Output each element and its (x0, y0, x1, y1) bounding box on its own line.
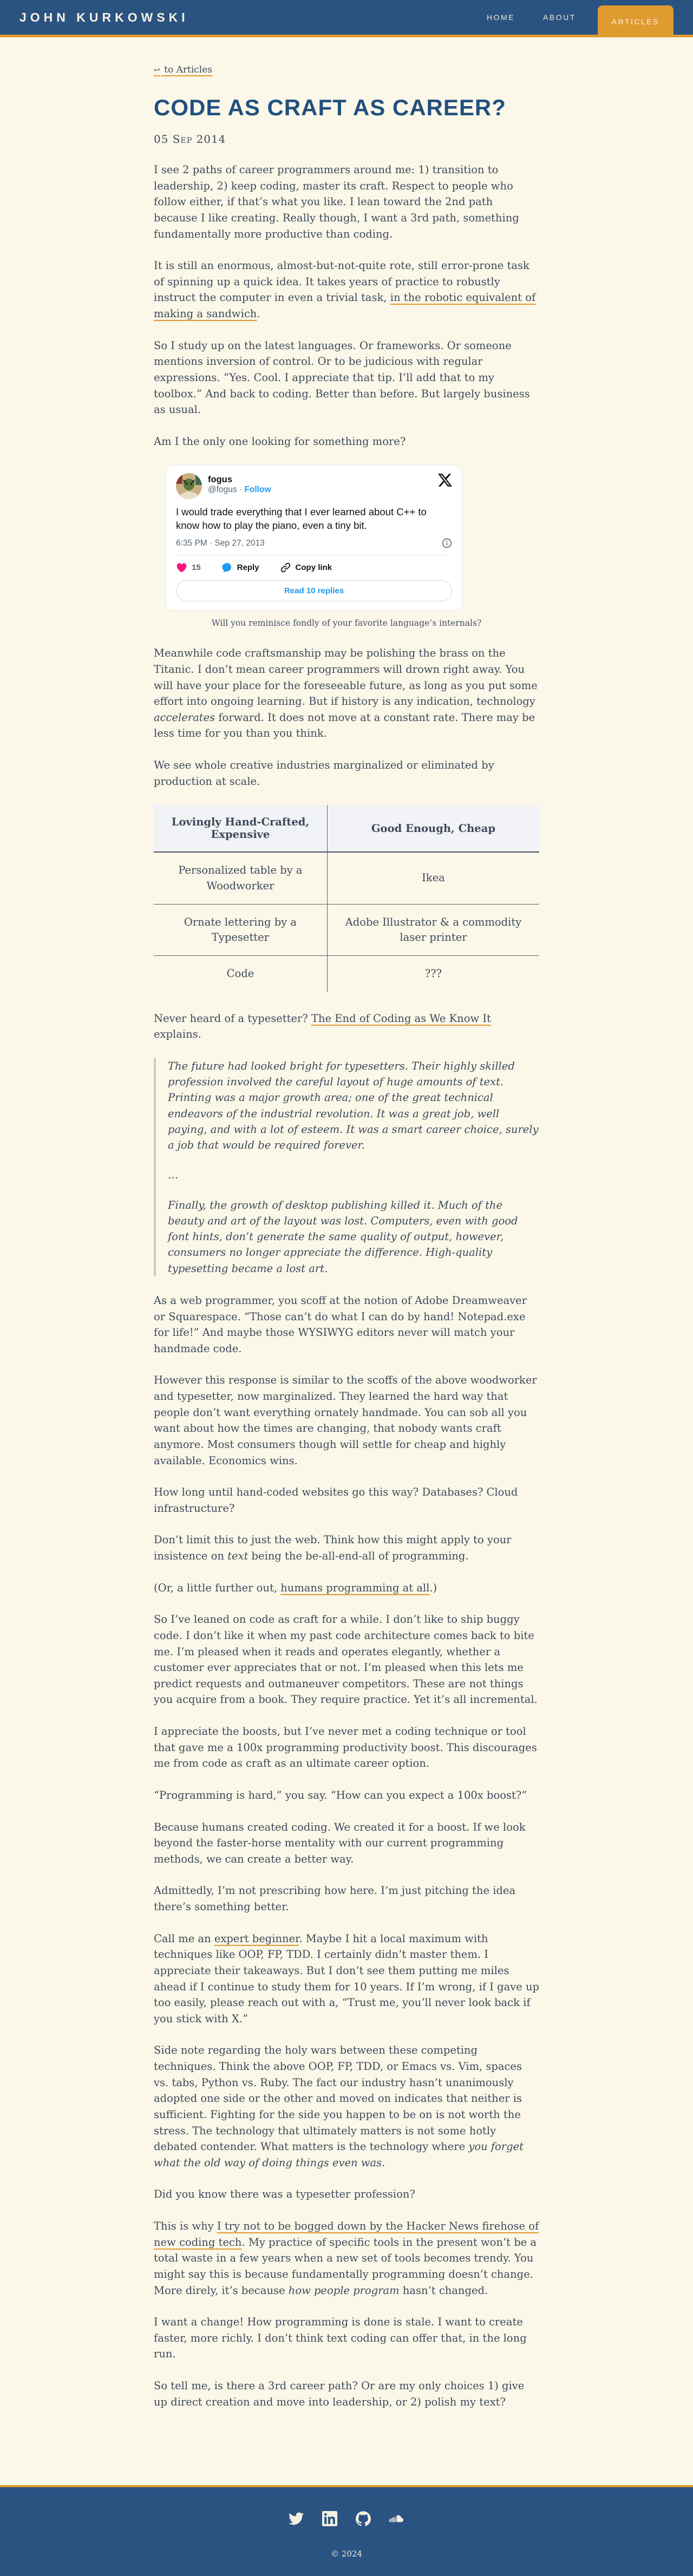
tweet-text: I would trade everything that I ever learned about C++ to know how to play the piano, even a tiny bit. (176, 506, 427, 532)
article-section-2 (154, 645, 539, 789)
github-icon (356, 2511, 371, 2526)
tweet-actions-row (176, 562, 452, 573)
table-cell: Code (154, 956, 327, 992)
link-icon (280, 562, 291, 573)
heart-icon (176, 562, 187, 573)
table-row (154, 956, 539, 992)
linkedin-icon (322, 2511, 337, 2526)
linkedin-link[interactable] (322, 2511, 337, 2526)
table-cell: ??? (424, 967, 442, 980)
emphasis-text: how people program (288, 2284, 400, 2297)
top-navbar (0, 0, 693, 35)
inline-link[interactable]: expert beginner (214, 1932, 299, 1945)
social-links-row (0, 2511, 693, 2526)
copy-link-label: Copy link (295, 563, 332, 573)
tweet-separator: · (239, 485, 243, 495)
back-link-label: to Articles (164, 64, 213, 75)
emphasis-text: accelerates (154, 711, 215, 724)
emphasis-text: text (227, 1550, 249, 1563)
site-title[interactable]: JOHN KURKOWSKI (19, 10, 189, 24)
tweet-author-handle[interactable]: @fogus (208, 485, 237, 495)
article-section-1 (154, 162, 539, 449)
article-paragraph: Never heard of a typesetter? The End of Coding as We Know It explains. (154, 1012, 491, 1041)
article-paragraph: So tell me, is there a 3rd career path? Or are my only choices 1) give up direct creation and move into leadership, or 2) polish my text? (154, 2380, 525, 2408)
soundcloud-link[interactable] (389, 2511, 404, 2526)
article-paragraph: “Programming is hard,” you say. “How can you expect a 100x boost?” (154, 1788, 527, 1801)
copy-link-button[interactable] (280, 562, 332, 573)
like-count: 15 (192, 563, 201, 573)
quote-paragraph: … (168, 1169, 179, 1182)
tweet-header (176, 473, 452, 499)
tweet-timestamp[interactable]: 6:35 PM · Sep 27, 2013 (176, 538, 265, 548)
table-cell: Ikea (327, 852, 539, 904)
page-footer (0, 2487, 693, 2576)
table-header-row (154, 805, 539, 852)
article-paragraph: So I study up on the latest languages. Or frameworks. Or someone mentions inversion of control. Or to be judicious with regular expressions. “Yes. Cool. I appreciate that tip. I’ll add that to my toolbox.” And back to coding. Better than before. But largely business as usual. (154, 339, 530, 416)
reply-label: Reply (237, 563, 259, 573)
nav-item-articles[interactable]: ARTICLES (598, 5, 674, 37)
inline-link[interactable]: humans programming at all (280, 1581, 430, 1594)
article-paragraph: Meanwhile code craftsmanship may be polishing the brass on the Titanic. I don’t mean career programmers will drown right away. You will have your place for the foreseeable future, as long as you put some effort into ongoing learning. But if history is any indication, technology accelerates forward. It does not move at a constant rate. There may be less time for you than you think. (154, 647, 538, 740)
table-cell: Adobe Illustrator & a commodity laser printer (327, 904, 539, 956)
article-paragraph: This is why I try not to be bogged down by the Hacker News firehose of new coding tech. My practice of specific tools in the present won’t be a total waste in a few years when a new set of tools becomes trendy. You might say this is because fundamentally programming doesn’t change. More direly, it’s because how people program hasn’t changed. (154, 2220, 539, 2297)
nav-item-home[interactable]: HOME (487, 13, 515, 22)
article-paragraph: Don’t limit this to just the web. Think how this might apply to your insistence on text being the be-all-end-all of programming. (154, 1533, 512, 1563)
table-cell: Ornate lettering by a Typesetter (154, 904, 327, 956)
tweet-author-block (208, 473, 438, 495)
like-button[interactable] (176, 562, 201, 573)
article-paragraph: Because humans created coding. We created it for a boost. If we look beyond the faster-horse mentality with our current programming methods, we can create a better way. (154, 1820, 526, 1865)
info-icon[interactable] (442, 538, 452, 548)
comparison-table (154, 805, 539, 992)
soundcloud-icon (389, 2511, 404, 2526)
back-to-articles-link[interactable] (154, 64, 212, 75)
article-paragraph: We see whole creative industries marginalized or eliminated by production at scale. (154, 759, 494, 788)
return-arrow-icon: ↩ (154, 66, 160, 75)
article-page (154, 37, 539, 2485)
inline-link[interactable]: in the robotic equivalent of making a sandwich (154, 291, 536, 320)
github-link[interactable] (356, 2511, 371, 2526)
avatar-image (176, 473, 202, 499)
table-header-cell: Lovingly Hand-Crafted, Expensive (154, 805, 327, 852)
table-cell: Personalized table by a Woodworker (154, 852, 327, 904)
nav-item-about[interactable]: ABOUT (543, 13, 576, 22)
twitter-icon (289, 2511, 304, 2526)
inline-link[interactable]: I try not to be bogged down by the Hacker News firehose of new coding tech (154, 2220, 539, 2249)
article-paragraph: Call me an expert beginner. Maybe I hit a local maximum with techniques like OOP, FP, TDD. I certainly didn’t master them. I appreciate their takeaways. But I don’t see them putting me miles ahead if I continue to study them for 10 years. If I’m wrong, if I gave up too easily, please reach out with a, “Trust me, you’ll never look back if you stick with X.” (154, 1932, 539, 2025)
article-paragraph: Side note regarding the holy wars between these competing techniques. Think the above OOP, FP, TDD, or Emacs vs. Vim, spaces vs. tabs, Python vs. Ruby. The fact our industry hasn’t unanimously adopted one side or the other and moved on indicates that neither is sufficient. Fighting for the side you happen to be on is not worth the stress. The technology that ultimately matters is not some hotly debated contender. What matters is the technology where you forget what the old way of doing things even was. (154, 2044, 524, 2169)
page-title: CODE AS CRAFT AS CAREER? (154, 95, 506, 120)
main-nav (473, 0, 674, 35)
article-paragraph: Did you know there was a typesetter profession? (154, 2188, 415, 2201)
quote-paragraph: The future had looked bright for typesetters. Their highly skilled profession involved the careful layout of huge amounts of text. Printing was a major growth area; one of the great technical endeavors of the industrial revolution. It was a great job, well paying, and with a lot of esteem. It was a smart career choice, surely a job that would be required forever. (168, 1059, 539, 1152)
article-section-4 (154, 1293, 539, 2410)
tweet-author-name[interactable]: fogus (208, 475, 232, 485)
typesetter-blockquote (154, 1058, 539, 1276)
copyright-text: © 2024 (331, 2549, 362, 2559)
article-paragraph: I see 2 paths of career programmers around me: 1) transition to leadership, 2) keep coding, master its craft. Respect to people who follow either, if that’s what you like. I lean toward the 2nd path because I like creating. Really though, I want a 3rd path, something fundamentally more productive than coding. (154, 163, 519, 240)
article-paragraph: How long until hand-coded websites go this way? Databases? Cloud infrastructure? (154, 1486, 518, 1515)
read-replies-button[interactable]: Read 10 replies (176, 580, 452, 601)
article-paragraph: Admittedly, I’m not prescribing how here. I’m just pitching the idea there’s something better. (154, 1884, 516, 1913)
article-paragraph: Am I the only one looking for something more? (154, 435, 406, 448)
table-row (154, 852, 539, 904)
article-paragraph: (Or, a little further out, humans programming at all.) (154, 1581, 437, 1594)
reply-bubble-icon (221, 562, 233, 573)
reply-button[interactable] (221, 562, 259, 573)
article-paragraph: It is still an enormous, almost-but-not-quite rote, still error-prone task of spinning up a quick idea. It takes years of practice to robustly instruct the computer in even a trivial task, in the robotic equivalent of making a sandwich. (154, 259, 536, 320)
article-paragraph: I want a change! How programming is done is stale. I want to create faster, more richly. I don’t think text coding can offer that, in the long run. (154, 2316, 527, 2361)
follow-link[interactable]: Follow (244, 485, 271, 495)
table-row (154, 904, 539, 956)
twitter-link[interactable] (289, 2511, 304, 2526)
article-paragraph: As a web programmer, you scoff at the notion of Adobe Dreamweaver or Squarespace. “Those can’t do what I can do by hand! Notepad.exe for life!” And maybe those WYSIWYG editors never will match your handmade code. (154, 1294, 527, 1355)
table-body (154, 852, 539, 992)
article-paragraph: I appreciate the boosts, but I’ve never met a coding technique or tool that gave me a 100x programming productivity boost. This discourages me from code as craft as an ultimate career option. (154, 1725, 537, 1770)
tweet-caption: Will you reminisce fondly of your favorite language’s internals? (211, 618, 482, 628)
x-logo-icon[interactable] (438, 473, 452, 487)
inline-link[interactable]: The End of Coding as We Know It (311, 1012, 491, 1025)
quote-paragraph: Finally, the growth of desktop publishing killed it. Much of the beauty and art of the layout was lost. Computers, even with good font hints, don’t generate the same quality of output, however, consumers no longer appreciate the difference. High-quality typesetting became a lost art. (168, 1198, 518, 1275)
tweet-meta-row (176, 538, 452, 548)
emphasis-text: you forget what the old way of doing things even was (154, 2140, 524, 2169)
avatar[interactable] (176, 473, 202, 499)
post-date: 05 Sep 2014 (154, 133, 226, 146)
tweet-embed (166, 465, 462, 611)
table-header-cell: Good Enough, Cheap (327, 805, 539, 852)
article-paragraph: However this response is similar to the scoffs of the above woodworker and typesetter, now marginalized. They learned the hard way that people don’t want everything ornately handmade. You can sob all you want about how the times are changing, that nobody wants craft anymore. Most consumers though will settle for cheap and highly available. Economics wins. (154, 1374, 537, 1467)
article-section-3 (154, 1011, 539, 1043)
article-paragraph: So I’ve leaned on code as craft for a while. I don’t like to ship buggy code. I don’t like it when my past code architecture comes back to bite me. I’m pleased when it reads and operates elegantly, whether a customer ever appreciates that or not. I’m pleased when this lets me predict requests and outmaneuver competitors. These are not things you acquire from a book. They require practice. Yet it’s all incremental. (154, 1613, 538, 1706)
